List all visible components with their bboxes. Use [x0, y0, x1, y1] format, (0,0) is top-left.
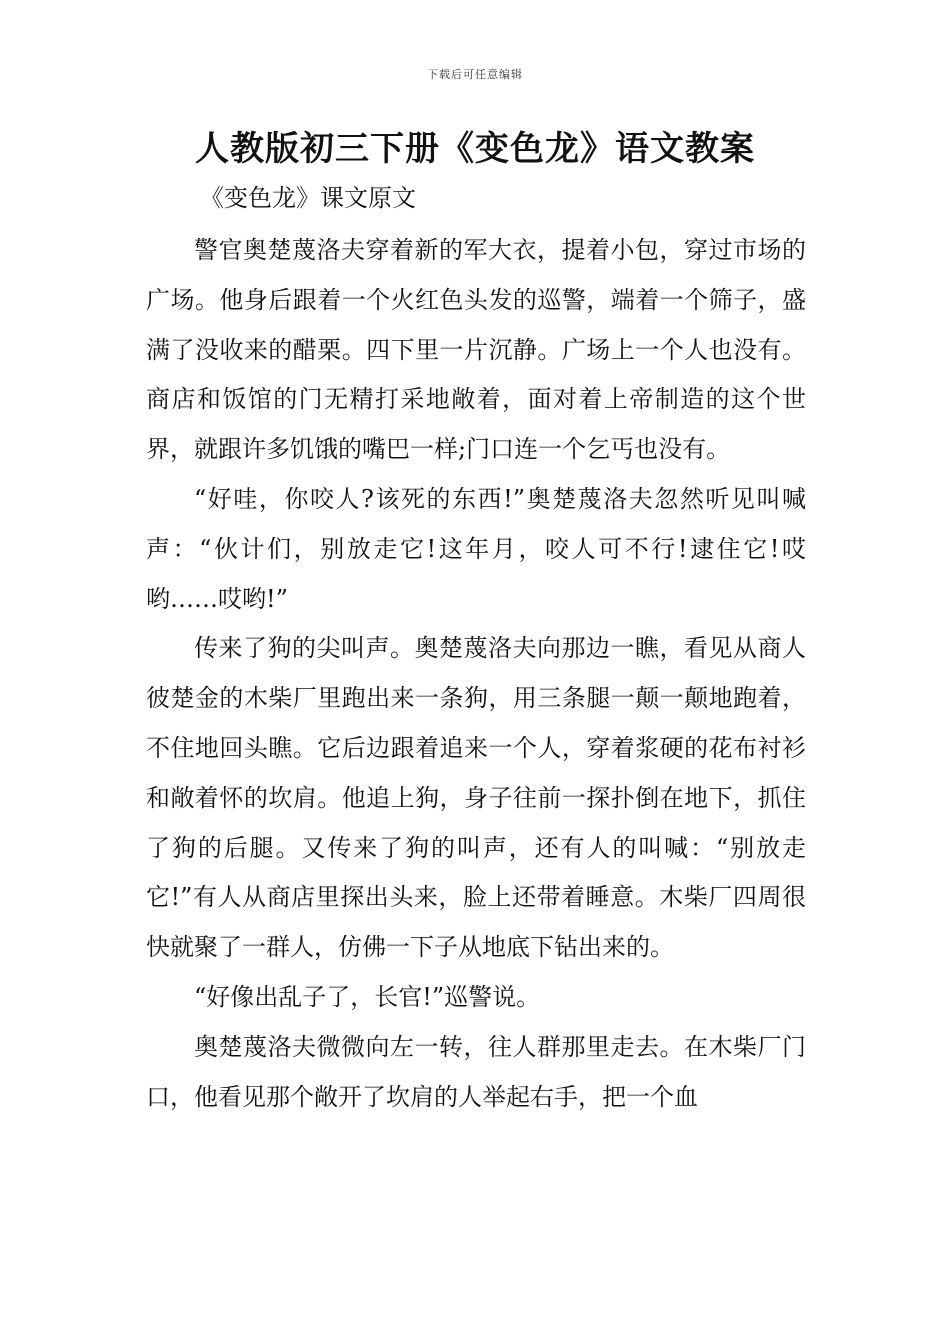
section-subtitle: 《变色龙》课文原文: [200, 184, 416, 212]
paragraph-3: 传来了狗的尖叫声。奥楚蔑洛夫向那边一瞧，看见从商人彼楚金的木柴厂里跑出来一条狗，用三条腿一颠一颠地跑着，不住地回头瞧。它后边跟着追来一个人，穿着浆硬的花布衬衫和敞着怀的坎肩。他追上狗，身子往前一探扑倒在地下，抓住了狗的后腿。又传来了狗的叫声，还有人的叫喊：“别放走它!”有人从商店里探出头来，脸上还带着睡意。木柴厂四周很快就聚了一群人，仿佛一下子从地底下钻出来的。: [146, 634, 806, 962]
page-header-note: 下载后可任意编辑: [427, 68, 523, 81]
paragraph-2: “好哇，你咬人?该死的东西!”奥楚蔑洛夫忽然听见叫喊声：“伙计们，别放走它!这年月，咬人可不行!逮住它!哎哟……哎哟!”: [146, 484, 806, 613]
paragraph-5: 奥楚蔑洛夫微微向左一转，往人群那里走去。在木柴厂门口，他看见那个敞开了坎肩的人举起右手，把一个血: [146, 1032, 806, 1111]
paragraph-1: 警官奥楚蔑洛夫穿着新的军大衣，提着小包，穿过市场的广场。他身后跟着一个火红色头发的巡警，端着一个筛子，盛满了没收来的醋栗。四下里一片沉静。广场上一个人也没有。商店和饭馆的门无精打采地敞着，面对着上帝制造的这个世界，就跟许多饥饿的嘴巴一样;门口连一个乞丐也没有。: [146, 236, 806, 464]
paragraph-4: “好像出乱子了，长官!”巡警说。: [194, 982, 541, 1011]
article-body: [146, 226, 806, 1122]
document-title: 人教版初三下册《变色龙》语文教案: [195, 129, 755, 169]
